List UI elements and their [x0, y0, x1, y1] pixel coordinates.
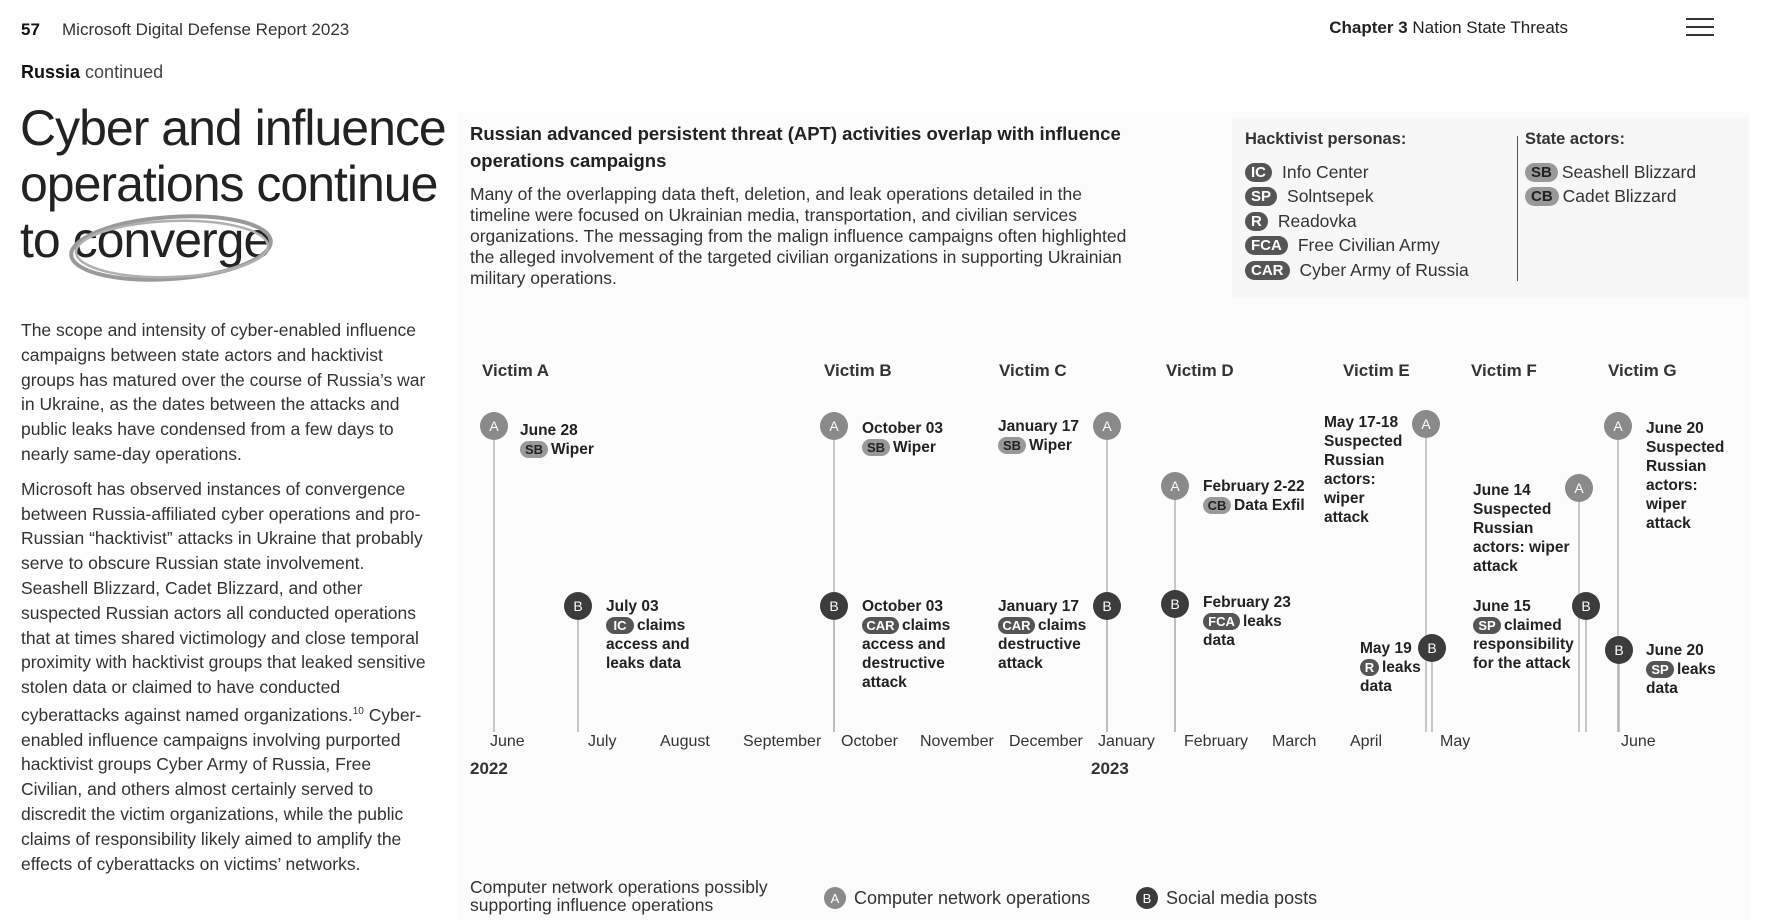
body-paragraph-2-part-2: Cyber-enabled influence campaigns involving purported hacktivist groups Cyber Army of Russia, Free Civilian, and others almost certainly served to discredit the victim organizations, while the public claims of responsibility likely aimed to amplify the effects of cyberattacks on victims’ networks.: [21, 704, 422, 874]
event-text-line: July 03: [606, 598, 659, 615]
circle-b-icon: B: [1136, 887, 1158, 909]
event-text-line: actors:: [1646, 477, 1698, 494]
panel-description: Many of the overlapping data theft, deletion, and leak operations detailed in the timeline were focused on Ukrainian media, transportation, and civilian services organizations. The messaging from the malign influence campaigns often highlighted the alleged involvement of the targeted civilian organizations in supporting Ukrainian military operations.: [470, 184, 1127, 288]
event-marker-letter: A: [1613, 418, 1623, 434]
event-text-line: access and: [606, 636, 690, 653]
event-actor-badge-text: R: [1364, 660, 1375, 675]
event-text-line: data: [1203, 632, 1235, 649]
event-text-line: Suspected: [1473, 501, 1552, 518]
event-text-line: wiper: [1324, 490, 1365, 507]
event-text-line: destructive: [862, 655, 945, 672]
month-label: July: [588, 733, 617, 750]
event-text-line: October 03: [862, 598, 943, 615]
hacktivist-code-badge: R: [1245, 212, 1268, 231]
event-marker-letter: A: [489, 418, 499, 434]
chapter-label: Chapter 3: [1329, 18, 1408, 37]
event-actor-badge-text: CAR: [866, 618, 895, 633]
hacktivist-name: Info Center: [1282, 161, 1369, 182]
event-marker-letter: B: [1170, 596, 1180, 612]
page-number: 57: [21, 20, 40, 39]
hacktivist-legend-list: [1245, 160, 1469, 283]
event-text-line: actors:: [1324, 471, 1376, 488]
timeline-chart: [458, 340, 1750, 790]
timeline-event-a: [998, 412, 1121, 732]
event-text-line: January 17: [998, 418, 1079, 435]
year-label: 2023: [1091, 759, 1129, 778]
month-label: January: [1098, 733, 1155, 750]
hacktivist-code-badge: CAR: [1245, 261, 1290, 280]
state-actor-code-badge: CB: [1525, 187, 1559, 206]
event-text-line: claims: [637, 617, 686, 634]
hacktivist-code-badge: IC: [1245, 163, 1272, 182]
event-text-line: Russian: [1324, 452, 1385, 469]
event-text-line: leaks: [1677, 661, 1716, 678]
event-text-line: claims: [1038, 617, 1087, 634]
event-marker-letter: B: [1102, 598, 1112, 614]
event-actor-badge-text: SP: [1478, 618, 1496, 633]
event-text-line: leaks: [1382, 659, 1421, 676]
event-text-line: May 19: [1360, 640, 1412, 657]
event-text-line: June 20: [1646, 642, 1704, 659]
hacktivist-legend-heading: Hacktivist personas:: [1245, 130, 1407, 148]
event-text-line: June 28: [520, 422, 578, 439]
event-text-line: access and: [862, 636, 946, 653]
event-text-line: Wiper: [551, 441, 594, 458]
month-label: June: [490, 733, 525, 750]
event-text-line: June 15: [1473, 598, 1531, 615]
event-text-line: attack: [998, 655, 1043, 672]
victim-label: Victim F: [1471, 361, 1537, 380]
timeline-event-b: [998, 592, 1121, 732]
report-title: Microsoft Digital Defense Report 2023: [62, 20, 350, 39]
state-actor-item: [1525, 160, 1696, 185]
event-text-line: October 03: [862, 420, 943, 437]
state-actors-legend-list: [1525, 160, 1696, 209]
bottom-legend-caption: Computer network operations possibly supporting influence operations: [470, 877, 768, 915]
event-actor-badge-text: CB: [1207, 498, 1227, 513]
timeline-event-b: [1161, 590, 1291, 732]
section-suffix: continued: [85, 62, 164, 82]
event-marker-letter: B: [1427, 640, 1437, 656]
event-actor-badge-text: SB: [1002, 438, 1022, 453]
legend-divider: [1517, 136, 1518, 281]
timeline-event-a: [480, 412, 594, 732]
event-text-line: June 20: [1646, 420, 1704, 437]
hacktivist-name: Solntsepek: [1287, 186, 1374, 207]
timeline-event-b: [564, 592, 690, 732]
timeline-event-b: [820, 592, 950, 732]
headline-line-1: Cyber and influence: [20, 100, 446, 156]
event-text-line: January 17: [998, 598, 1079, 615]
timeline-event-b: [1360, 634, 1446, 732]
event-actor-badge-text: SP: [1651, 662, 1669, 677]
hacktivist-item: [1245, 209, 1469, 234]
headline-line-3-prefix: to: [20, 212, 60, 268]
event-text-line: Suspected: [1324, 433, 1403, 450]
event-text-line: data: [1646, 680, 1678, 697]
hacktivist-name: Readovka: [1277, 210, 1357, 231]
event-text-line: leaks: [1243, 613, 1282, 630]
event-text-line: Wiper: [1029, 437, 1072, 454]
event-text-line: attack: [1646, 515, 1691, 532]
hacktivist-code-badge: FCA: [1245, 236, 1288, 255]
event-text-line: Russian: [1473, 520, 1534, 537]
event-marker-letter: A: [1421, 416, 1431, 432]
event-text-line: data: [1360, 678, 1392, 695]
victim-label: Victim G: [1608, 361, 1677, 380]
month-label: March: [1272, 733, 1317, 750]
section-label: [21, 62, 163, 83]
legend-item-a: [824, 887, 1090, 909]
timeline-event-b: [1605, 636, 1716, 732]
month-label: December: [1009, 733, 1083, 750]
event-text-line: Suspected: [1646, 439, 1725, 456]
hacktivist-item: [1245, 234, 1469, 259]
event-text-line: Data Exfil: [1234, 497, 1305, 514]
victim-label: Victim A: [482, 361, 550, 380]
legend-item-a-label: Computer network operations: [854, 887, 1091, 908]
body-paragraph-2-part-1: Microsoft has observed instances of convergence between Russia-affiliated cyber operations and pro-Russian “hacktivist” attacks in Ukraine that probably serve to obscure Russian state involvement. Seashell Blizzard, Cadet Blizzard, and other suspected Russian actors all conducted operations that at times shared victimology and close temporal proximity with hacktivist groups that leaked sensitive stolen data or claimed to have conducted cyberattacks against named organizations.: [21, 478, 426, 725]
event-marker-letter: A: [1170, 478, 1180, 494]
state-actor-item: [1525, 185, 1696, 210]
event-marker-letter: B: [829, 598, 839, 614]
event-marker-letter: B: [1614, 642, 1624, 658]
state-actor-name: Seashell Blizzard: [1561, 161, 1697, 182]
state-actor-name: Cadet Blizzard: [1562, 186, 1677, 207]
event-text-line: actors: wiper: [1473, 539, 1570, 556]
event-text-line: February 2-22: [1203, 478, 1305, 495]
event-marker-letter: B: [573, 598, 583, 614]
event-actor-badge-text: SB: [524, 442, 544, 457]
event-text-line: February 23: [1203, 594, 1291, 611]
body-text: [21, 318, 431, 886]
legend-item-b: [1136, 887, 1317, 909]
victim-label: Victim D: [1166, 361, 1234, 380]
hacktivist-name: Free Civilian Army: [1297, 235, 1440, 256]
event-actor-badge-text: FCA: [1208, 614, 1235, 629]
headline-line-3: [20, 212, 460, 268]
event-text-line: June 14: [1473, 482, 1531, 499]
section-name: Russia: [21, 62, 81, 82]
event-text-line: attack: [1473, 558, 1518, 575]
footnote-marker[interactable]: 10: [352, 705, 364, 717]
event-text-line: destructive: [998, 636, 1081, 653]
event-text-line: May 17-18: [1324, 414, 1399, 431]
headline-highlight-word: converge: [72, 212, 271, 268]
state-actors-legend-heading: State actors:: [1525, 130, 1625, 148]
event-marker-letter: A: [829, 418, 839, 434]
chapter-title: Nation State Threats: [1412, 18, 1568, 37]
event-text-line: Wiper: [893, 439, 936, 456]
page-headline: [20, 100, 460, 268]
chapter-heading: [1329, 18, 1568, 38]
hacktivist-name: Cyber Army of Russia: [1299, 259, 1469, 280]
victim-label: Victim B: [824, 361, 892, 380]
event-marker-letter: A: [1102, 418, 1112, 434]
hacktivist-item: [1245, 258, 1469, 283]
month-label: October: [841, 733, 898, 750]
circle-a-icon: A: [824, 887, 846, 909]
event-text-line: claims: [902, 617, 951, 634]
hacktivist-code-badge: SP: [1245, 187, 1277, 206]
body-paragraph-1: The scope and intensity of cyber-enabled influence campaigns between state actors and hacktivist groups has matured over the course of Russia’s war in Ukraine, as the dates between the attacks and public leaks have condensed from a few days to nearly same-day operations.: [21, 320, 426, 464]
month-label: August: [660, 733, 710, 750]
event-actor-badge-text: SB: [866, 440, 886, 455]
hamburger-menu-icon[interactable]: [1686, 18, 1714, 38]
month-label: June: [1621, 733, 1656, 750]
event-text-line: claimed: [1504, 617, 1562, 634]
month-label: April: [1350, 733, 1383, 750]
event-text-line: responsibility: [1473, 636, 1574, 653]
event-actor-badge-text: CAR: [1002, 618, 1031, 633]
event-marker-letter: B: [1581, 598, 1591, 614]
state-actor-code-badge: SB: [1525, 163, 1558, 182]
hacktivist-item: [1245, 185, 1469, 210]
event-text-line: attack: [1324, 509, 1369, 526]
panel-title: Russian advanced persistent threat (APT) activities overlap with influence operations campaigns: [470, 123, 1121, 171]
hacktivist-item: [1245, 160, 1469, 185]
year-label: 2022: [470, 759, 508, 778]
event-text-line: Russian: [1646, 458, 1707, 475]
victim-label: Victim C: [999, 361, 1067, 380]
body-paragraph-2: [21, 477, 431, 877]
event-text-line: attack: [862, 674, 907, 691]
month-label: February: [1184, 733, 1249, 750]
month-label: November: [920, 733, 994, 750]
event-marker-letter: A: [1574, 480, 1584, 496]
event-text-line: for the attack: [1473, 655, 1571, 672]
timeline-event-b: [1473, 592, 1600, 732]
month-label: May: [1440, 733, 1471, 750]
event-text-line: leaks data: [606, 655, 681, 672]
month-label: September: [743, 733, 822, 750]
legend-item-b-label: Social media posts: [1166, 887, 1318, 908]
event-text-line: wiper: [1646, 496, 1687, 513]
event-actor-badge-text: IC: [613, 618, 627, 633]
victim-label: Victim E: [1343, 361, 1410, 380]
headline-line-2: operations continue: [20, 156, 438, 212]
